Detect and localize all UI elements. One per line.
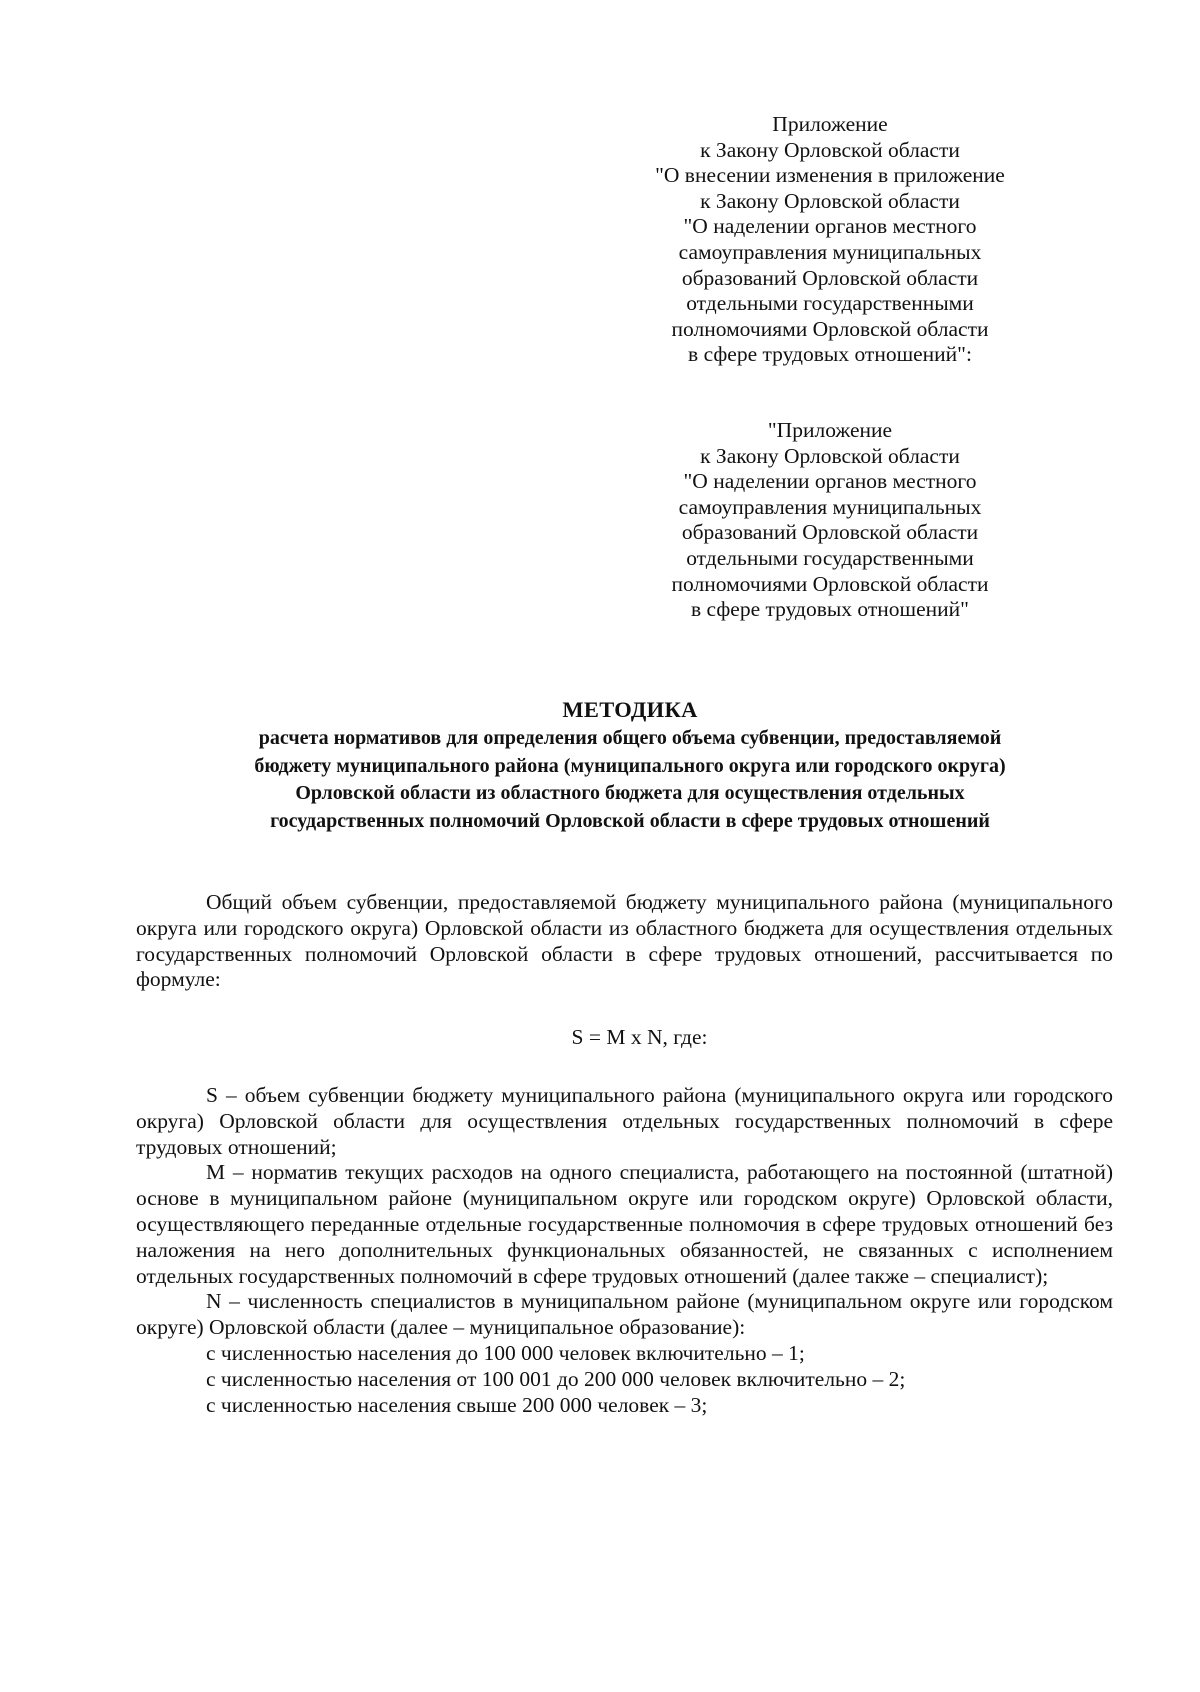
title-line: расчета нормативов для определения общего объема субвенции, предоставляемой bbox=[258, 727, 1002, 749]
appendix-main-line: к Закону Орловской области bbox=[700, 137, 960, 162]
appendix-quoted-line: в сфере трудовых отношений" bbox=[691, 597, 969, 622]
appendix-main-line: в сфере трудовых отношений": bbox=[688, 342, 972, 367]
appendix-main-line: отдельными государственными bbox=[686, 291, 974, 316]
population-item: с численностью населения до 100 000 человек включительно – 1; bbox=[206, 1340, 805, 1365]
definition-s: S – объем субвенции бюджету муниципального района (муниципального округа или городского округа) Орловской области для осуществления отдельных государственных полномочий в сфере трудовых отношений; bbox=[136, 1083, 1113, 1159]
title-line: государственных полномочий Орловской области в сфере трудовых отношений bbox=[270, 809, 990, 832]
appendix-quoted-line: "О наделении органов местного bbox=[683, 469, 977, 494]
formula: S = M x N, где: bbox=[571, 1025, 708, 1049]
appendix-quoted-line: к Закону Орловской области bbox=[700, 443, 960, 468]
appendix-quoted-line: "Приложение bbox=[767, 418, 893, 442]
appendix-main-line: образований Орловской области bbox=[681, 265, 979, 290]
appendix-quoted-header bbox=[560, 418, 1100, 623]
appendix-main-line: самоуправления муниципальных bbox=[678, 239, 982, 264]
appendix-main-line: "О внесении изменения в приложение bbox=[655, 163, 1005, 188]
appendix-quoted-line: полномочиями Орловской области bbox=[671, 571, 989, 596]
appendix-main-line: Приложение bbox=[772, 112, 888, 136]
appendix-main-line: к Закону Орловской области bbox=[700, 188, 960, 213]
definitions-section bbox=[136, 1083, 1113, 1418]
title-line: бюджету муниципального района (муниципального округа или городского округа) bbox=[254, 754, 1006, 777]
intro-paragraph: Общий объем субвенции, предоставляемой бюджету муниципального района (муниципального округа или городского округа) Орловской области из областного бюджета для осуществления отдельных государственных полномочий Орловской области в сфере трудовых отношений, рассчитывается по формуле: bbox=[136, 890, 1113, 992]
population-item: с численностью населения от 100 001 до 200 000 человек включительно – 2; bbox=[206, 1366, 906, 1391]
intro-section bbox=[136, 890, 1113, 993]
definition-m: M – норматив текущих расходов на одного специалиста, работающего на постоянной (штатной) основе в муниципальном районе (муниципальном округе или городском округе) Орловской области, осуществляющего переданные отдельные государственные полномочия в сфере трудовых отношений без наложения на него дополнительных функциональных обязанностей, не связанных с исполнением отдельных государственных полномочий в сфере трудовых отношений (далее также – специалист); bbox=[136, 1160, 1113, 1288]
title-line: Орловской области из областного бюджета для осуществления отдельных bbox=[295, 782, 965, 804]
appendix-quoted-line: образований Орловской области bbox=[681, 520, 979, 545]
population-item: с численностью населения свыше 200 000 человек – 3; bbox=[206, 1392, 708, 1417]
appendix-quoted-line: самоуправления муниципальных bbox=[678, 494, 982, 519]
document-title bbox=[140, 695, 1120, 835]
definition-n: N – численность специалистов в муниципальном районе (муниципальном округе или городском округе) Орловской области (далее – муниципальное образование): bbox=[136, 1289, 1113, 1340]
appendix-main-line: "О наделении органов местного bbox=[683, 214, 977, 239]
title-heading: МЕТОДИКА bbox=[562, 697, 698, 722]
appendix-main-header bbox=[560, 112, 1100, 368]
appendix-main-line: полномочиями Орловской области bbox=[671, 316, 989, 341]
appendix-quoted-line: отдельными государственными bbox=[686, 545, 974, 570]
